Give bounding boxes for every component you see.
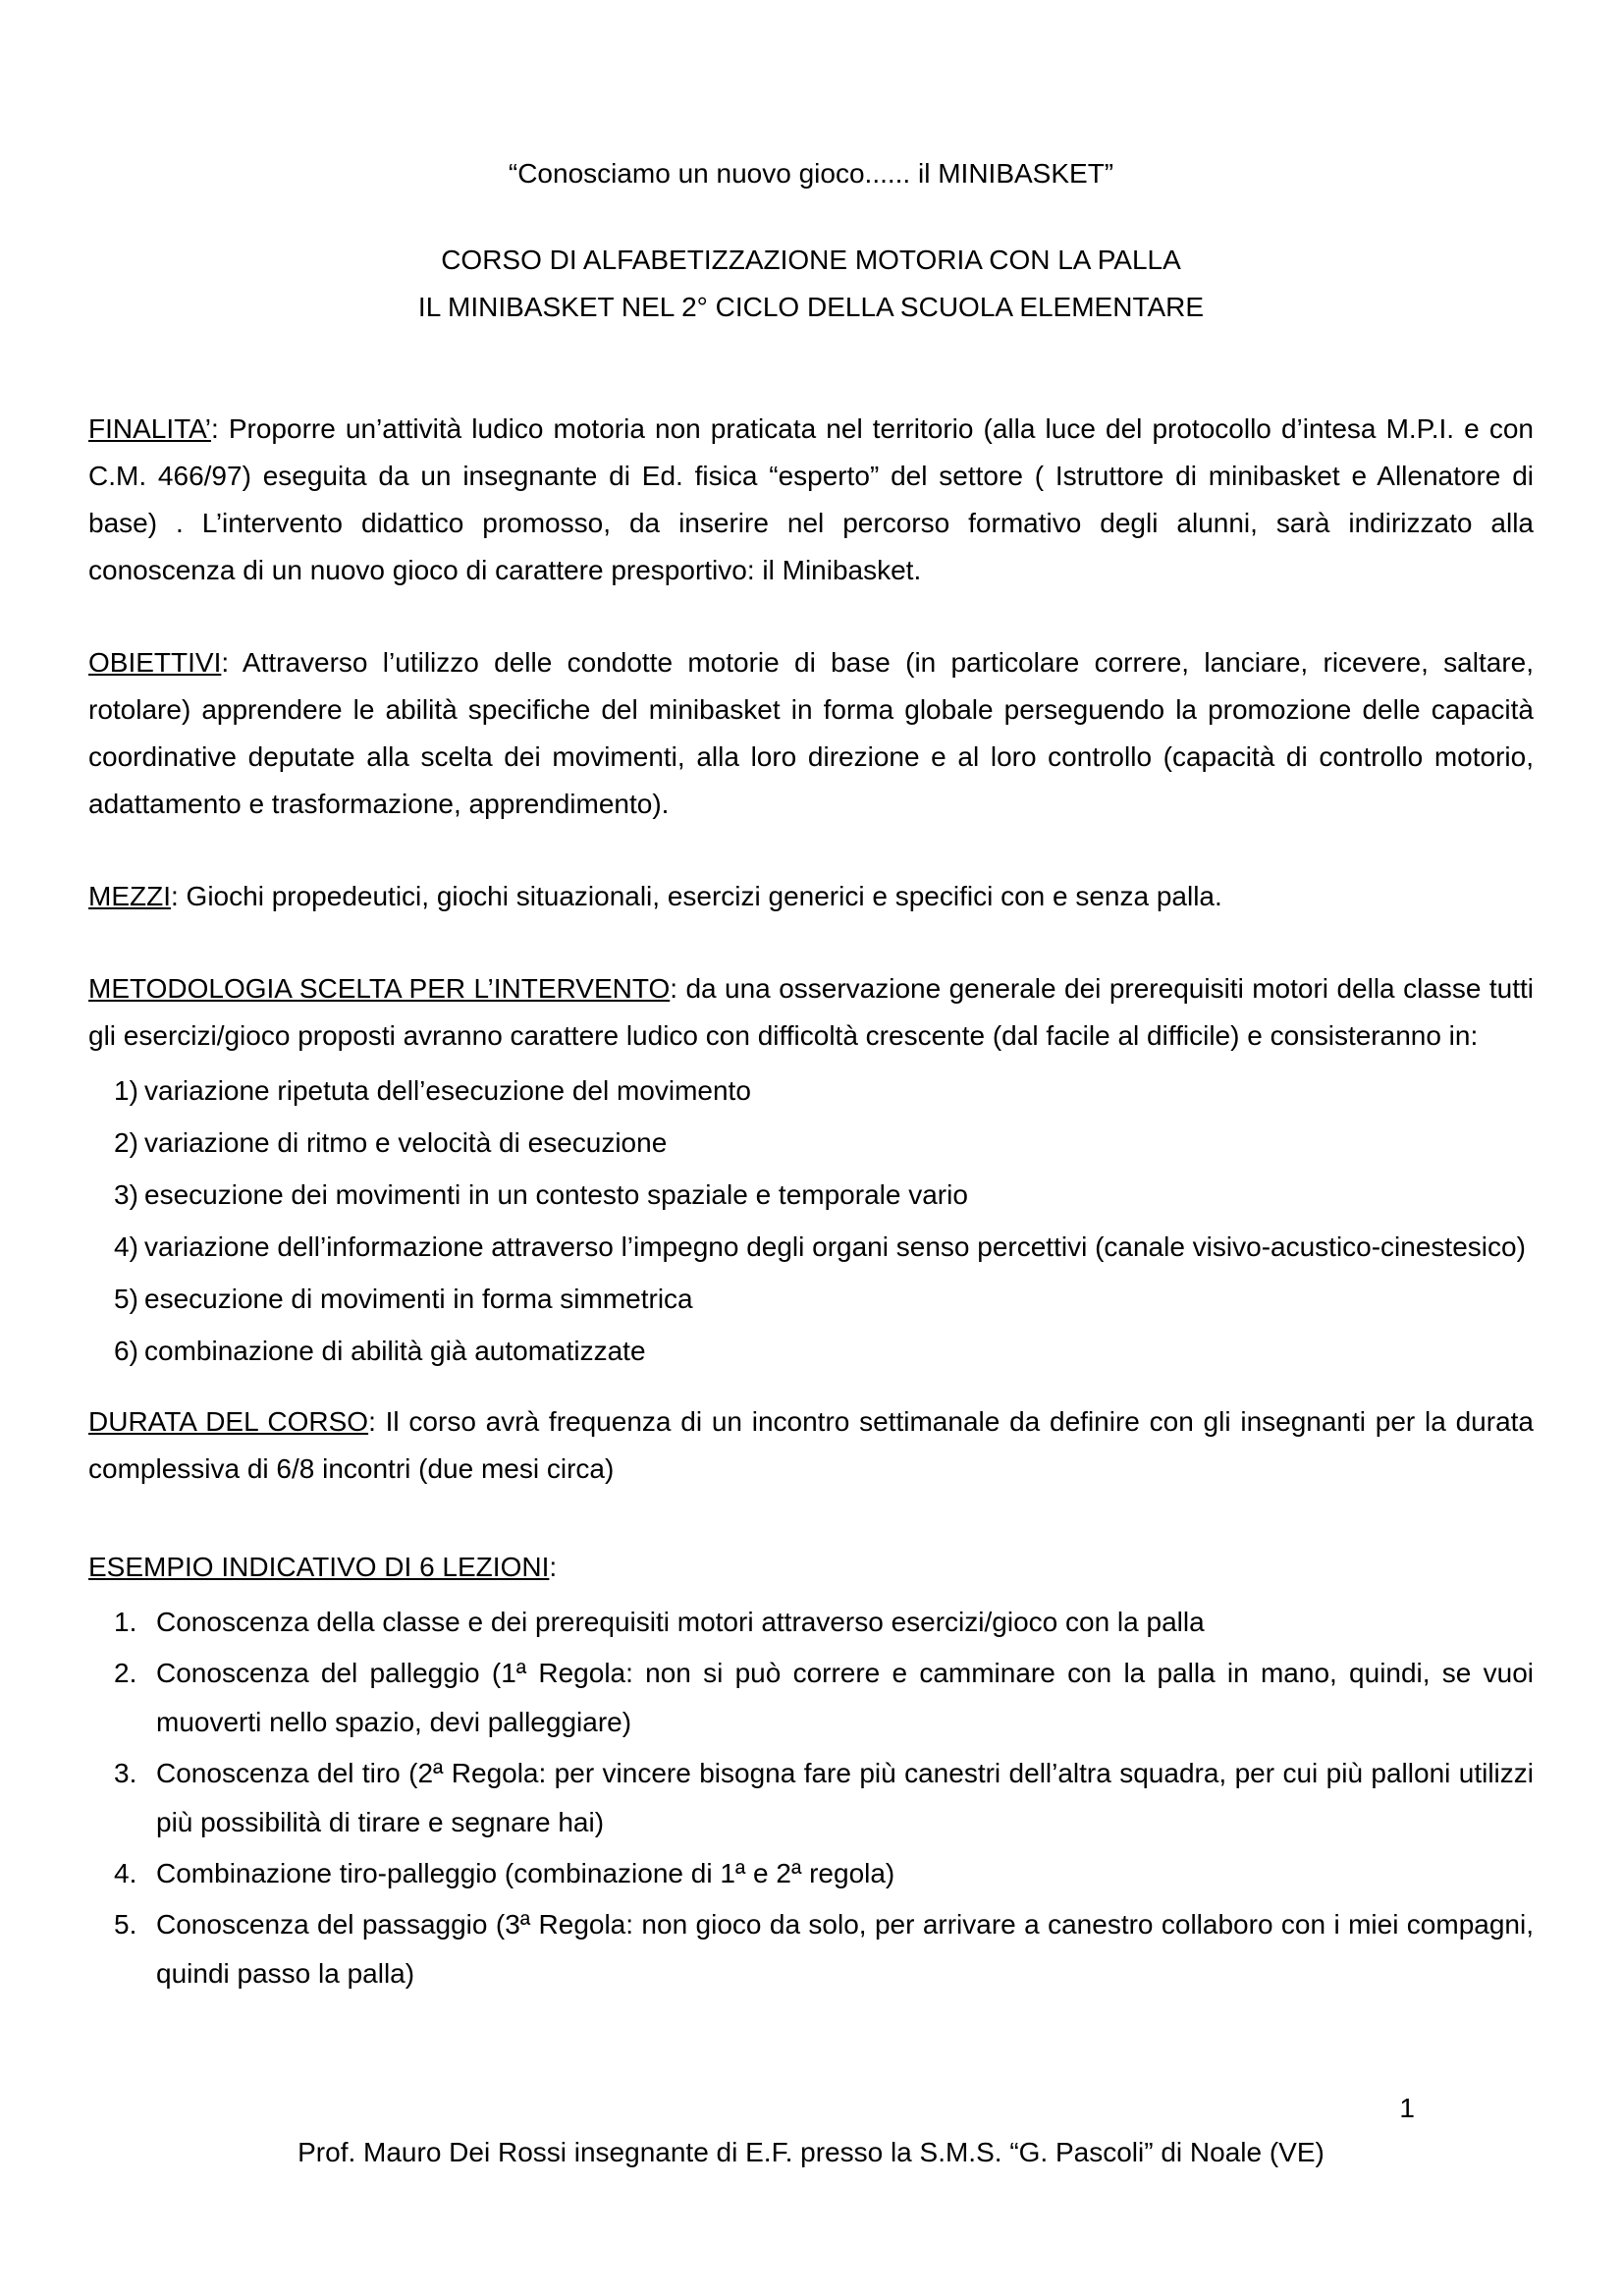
list-item-text: combinazione di abilità già automatizzate <box>144 1336 646 1366</box>
durata-text: : Il corso avrà frequenza di un incontro settimanale da definire con gli insegnanti per la durata complessiva di 6/8 incontri (due mesi circa) <box>88 1406 1534 1484</box>
list-item-text: variazione ripetuta dell’esecuzione del movimento <box>144 1075 751 1106</box>
list-marker: 4. <box>114 1858 137 1888</box>
list-item-text: esecuzione dei movimenti in un contesto spaziale e temporale vario <box>144 1179 968 1210</box>
list-item-text: Conoscenza della classe e dei prerequisiti motori attraverso esercizi/gioco con la palla <box>156 1607 1205 1637</box>
metodologia-item <box>114 1276 1534 1323</box>
metodologia-item <box>114 1067 1534 1115</box>
esempio-heading <box>88 1544 1534 1591</box>
list-marker: 1) <box>114 1075 138 1106</box>
finalita-text: : Proporre un’attività ludico motoria non praticata nel territorio (alla luce del protocollo d’intesa M.P.I. e con C.M. 466/97) eseguita da un insegnante di Ed. fisica “esperto” del settore ( Istruttore di minibasket e Allenatore di base) . L’intervento didattico promosso, da inserire nel percorso formativo degli alunni, sarà indirizzato alla conoscenza di un nuovo gioco di carattere presportivo: il Minibasket. <box>88 413 1534 585</box>
mezzi-text: : Giochi propedeutici, giochi situazionali, esercizi generici e specifici con e senza palla. <box>171 881 1222 911</box>
subtitle-line-2: IL MINIBASKET NEL 2° CICLO DELLA SCUOLA ELEMENTARE <box>417 292 1205 322</box>
list-marker: 3. <box>114 1758 137 1788</box>
esempio-colon: : <box>549 1552 558 1582</box>
document-subtitle <box>88 237 1534 331</box>
esempio-label: ESEMPIO INDICATIVO DI 6 LEZIONI <box>88 1552 550 1582</box>
list-marker: 6) <box>114 1336 138 1366</box>
list-item-text: Conoscenza del passaggio (3ª Regola: non gioco da solo, per arrivare a canestro collaboro con i miei compagni, quindi passo la palla) <box>156 1909 1534 1989</box>
obiettivi-text: : Attraverso l’utilizzo delle condotte motorie di base (in particolare correre, lanciare, ricevere, saltare, rotolare) apprendere le abilità specifiche del minibasket in forma globale perseguendo la promozione delle capacità coordinative deputate alla scelta dei movimenti, alla loro direzione e al loro controllo (capacità di controllo motorio, adattamento e trasformazione, apprendimento). <box>88 647 1534 819</box>
list-item-text: esecuzione di movimenti in forma simmetrica <box>144 1284 693 1314</box>
metodologia-list <box>114 1067 1534 1375</box>
list-marker: 2) <box>114 1127 138 1158</box>
obiettivi-paragraph <box>88 639 1534 828</box>
list-marker: 1. <box>114 1607 137 1637</box>
subtitle-line-1: CORSO DI ALFABETIZZAZIONE MOTORIA CON LA PALLA <box>441 245 1181 275</box>
page-number: 1 <box>1399 2093 1415 2123</box>
mezzi-label: MEZZI <box>88 881 171 911</box>
lezione-item <box>114 1649 1534 1747</box>
lezioni-list <box>114 1598 1534 1998</box>
metodologia-item <box>114 1224 1534 1271</box>
metodologia-item <box>114 1120 1534 1167</box>
document-title: “Conosciamo un nuovo gioco...... il MINIBASKET” <box>508 158 1114 189</box>
finalita-label: FINALITA’ <box>88 413 211 444</box>
durata-label: DURATA DEL CORSO <box>88 1406 369 1437</box>
lezione-item <box>114 1900 1534 1998</box>
list-item-text: variazione dell’informazione attraverso l’impegno degli organi senso percettivi (canale visivo-acustico-cinestesico) <box>144 1231 1526 1262</box>
list-item-text: Combinazione tiro-palleggio (combinazione di 1ª e 2ª regola) <box>156 1858 895 1888</box>
list-item-text: Conoscenza del palleggio (1ª Regola: non si può correre e camminare con la palla in mano, quindi, se vuoi muoverti nello spazio, devi palleggiare) <box>156 1658 1534 1737</box>
metodologia-paragraph <box>88 965 1534 1060</box>
lezione-item <box>114 1749 1534 1847</box>
finalita-paragraph <box>88 406 1534 594</box>
lezione-item <box>114 1598 1534 1647</box>
obiettivi-label: OBIETTIVI <box>88 647 222 678</box>
metodologia-label: METODOLOGIA SCELTA PER L’INTERVENTO <box>88 973 671 1004</box>
list-item-text: Conoscenza del tiro (2ª Regola: per vincere bisogna fare più canestri dell’altra squadra, per cui più palloni utilizzi più possibilità di tirare e segnare hai) <box>156 1758 1534 1837</box>
mezzi-paragraph <box>88 873 1534 920</box>
durata-paragraph <box>88 1398 1534 1493</box>
list-marker: 5) <box>114 1284 138 1314</box>
metodologia-item <box>114 1328 1534 1375</box>
list-marker: 4) <box>114 1231 138 1262</box>
lezione-item <box>114 1849 1534 1898</box>
metodologia-item <box>114 1172 1534 1219</box>
list-marker: 2. <box>114 1658 137 1688</box>
list-marker: 3) <box>114 1179 138 1210</box>
list-marker: 5. <box>114 1909 137 1940</box>
metodologia-text: : da una osservazione generale dei prerequisiti motori della classe tutti gli esercizi/gioco proposti avranno carattere ludico con difficoltà crescente (dal facile al difficile) e consisteranno in: <box>88 973 1534 1051</box>
footer-author: Prof. Mauro Dei Rossi insegnante di E.F. presso la S.M.S. “G. Pascoli” di Noale (VE) <box>297 2137 1325 2167</box>
list-item-text: variazione di ritmo e velocità di esecuzione <box>144 1127 668 1158</box>
